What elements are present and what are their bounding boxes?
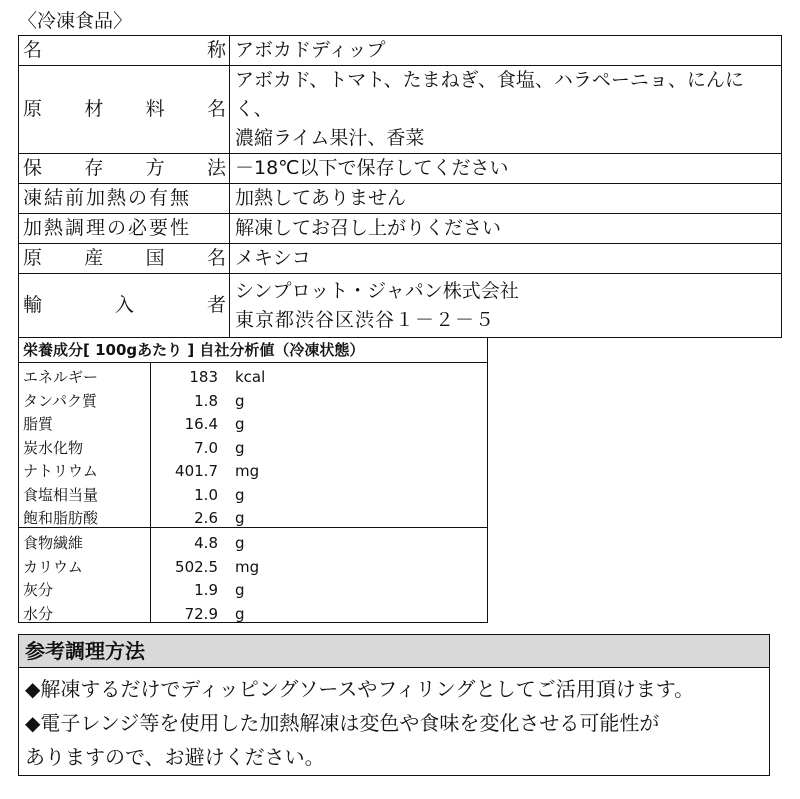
- nutrition-header: 栄養成分[ 100gあたり ] 自社分析値（冷凍状態）: [19, 338, 487, 363]
- nutrition-row: [19, 578, 487, 602]
- nutrient-name: 食物繊維: [23, 534, 84, 552]
- product-info-table: [18, 35, 782, 338]
- nutrient-name: 食塩相当量: [23, 485, 99, 504]
- nutrition-row: [19, 531, 487, 555]
- nutrient-name: 脂質: [23, 415, 54, 433]
- nutrient-value: 7.0: [194, 438, 218, 457]
- nutrient-name: 水分: [23, 604, 54, 623]
- reference-title: 参考調理方法: [19, 635, 769, 668]
- reference-line-3: ありますので、お避けください。: [25, 745, 325, 769]
- nutrient-value: 1.0: [194, 485, 218, 504]
- nutrient-value: 502.5: [175, 557, 218, 576]
- cooking-value: 解凍してお召し上がりください: [230, 214, 782, 244]
- nutrient-unit: mg: [235, 557, 260, 576]
- nutrition-row: [19, 459, 487, 483]
- nutrient-unit: g: [235, 485, 245, 504]
- nutrition-row: [19, 412, 487, 436]
- reference-line-1: ◆解凍するだけでディッピングソースやフィリングとしてご活用頂けます。: [25, 677, 695, 701]
- cooking-label: 加熱調理の必要性: [19, 214, 230, 244]
- nutrient-value: 401.7: [175, 462, 218, 480]
- nutrient-unit: g: [235, 391, 245, 410]
- nutrition-body: [19, 363, 487, 622]
- nutrient-unit: g: [235, 438, 245, 457]
- nutrient-value: 183: [189, 368, 218, 386]
- nutrition-table: [18, 337, 488, 623]
- nutrient-unit: g: [235, 581, 245, 599]
- nutrient-unit: g: [235, 415, 245, 433]
- nutrient-name: 飽和脂肪酸: [23, 509, 99, 527]
- nutrition-row: [19, 436, 487, 460]
- nutrition-row: [19, 365, 487, 389]
- importer-label: 輸 入 者: [19, 274, 230, 338]
- nutrient-name: カリウム: [23, 557, 83, 576]
- ingredients-label: 原 材 料 名: [19, 66, 230, 154]
- importer-value: シンプロット・ジャパン株式会社 東京都渋谷区渋谷１－２－５: [230, 274, 782, 338]
- nutrient-unit: mg: [235, 462, 260, 480]
- nutrient-value: 72.9: [184, 604, 218, 623]
- origin-value: メキシコ: [230, 244, 782, 274]
- nutrient-name: 炭水化物: [23, 438, 84, 457]
- storage-label: 保 存 方 法: [19, 154, 230, 184]
- ingredients-value: アボカド、トマト、たまねぎ、食塩、ハラペーニョ、にんにく、 濃縮ライム果汁、香菜: [230, 66, 782, 154]
- nutrient-unit: g: [235, 534, 245, 552]
- name-value: アボカドディップ: [230, 36, 782, 66]
- nutrient-value: 1.9: [194, 581, 218, 599]
- nutrient-value: 1.8: [194, 391, 218, 410]
- nutrient-value: 2.6: [194, 509, 218, 527]
- nutrition-row: [19, 555, 487, 579]
- nutrient-name: タンパク質: [23, 391, 97, 410]
- nutrient-unit: kcal: [235, 368, 266, 386]
- nutrient-unit: g: [235, 604, 245, 623]
- nutrient-value: 16.4: [184, 415, 218, 433]
- nutrient-unit: g: [235, 509, 245, 527]
- nutrient-value: 4.8: [194, 534, 218, 552]
- nutrition-row: [19, 602, 487, 626]
- origin-label: 原 産 国 名: [19, 244, 230, 274]
- nutrition-row: [19, 389, 487, 413]
- nutrient-name: 灰分: [23, 581, 54, 599]
- nutrition-row: [19, 483, 487, 507]
- nutrient-name: エネルギー: [23, 368, 99, 386]
- storage-value: －18℃以下で保存してください: [230, 154, 782, 184]
- preheat-label: 凍結前加熱の有無: [19, 184, 230, 214]
- reference-cooking-section: [18, 634, 770, 776]
- nutrient-name: ナトリウム: [23, 462, 98, 480]
- reference-line-2: ◆電子レンジ等を使用した加熱解凍は変色や食味を変化させる可能性が: [25, 711, 660, 735]
- name-label: 名 称: [19, 36, 230, 66]
- preheat-value: 加熱してありません: [230, 184, 782, 214]
- nutrition-row: [19, 506, 487, 530]
- category-caption: 〈冷凍食品〉: [18, 10, 133, 32]
